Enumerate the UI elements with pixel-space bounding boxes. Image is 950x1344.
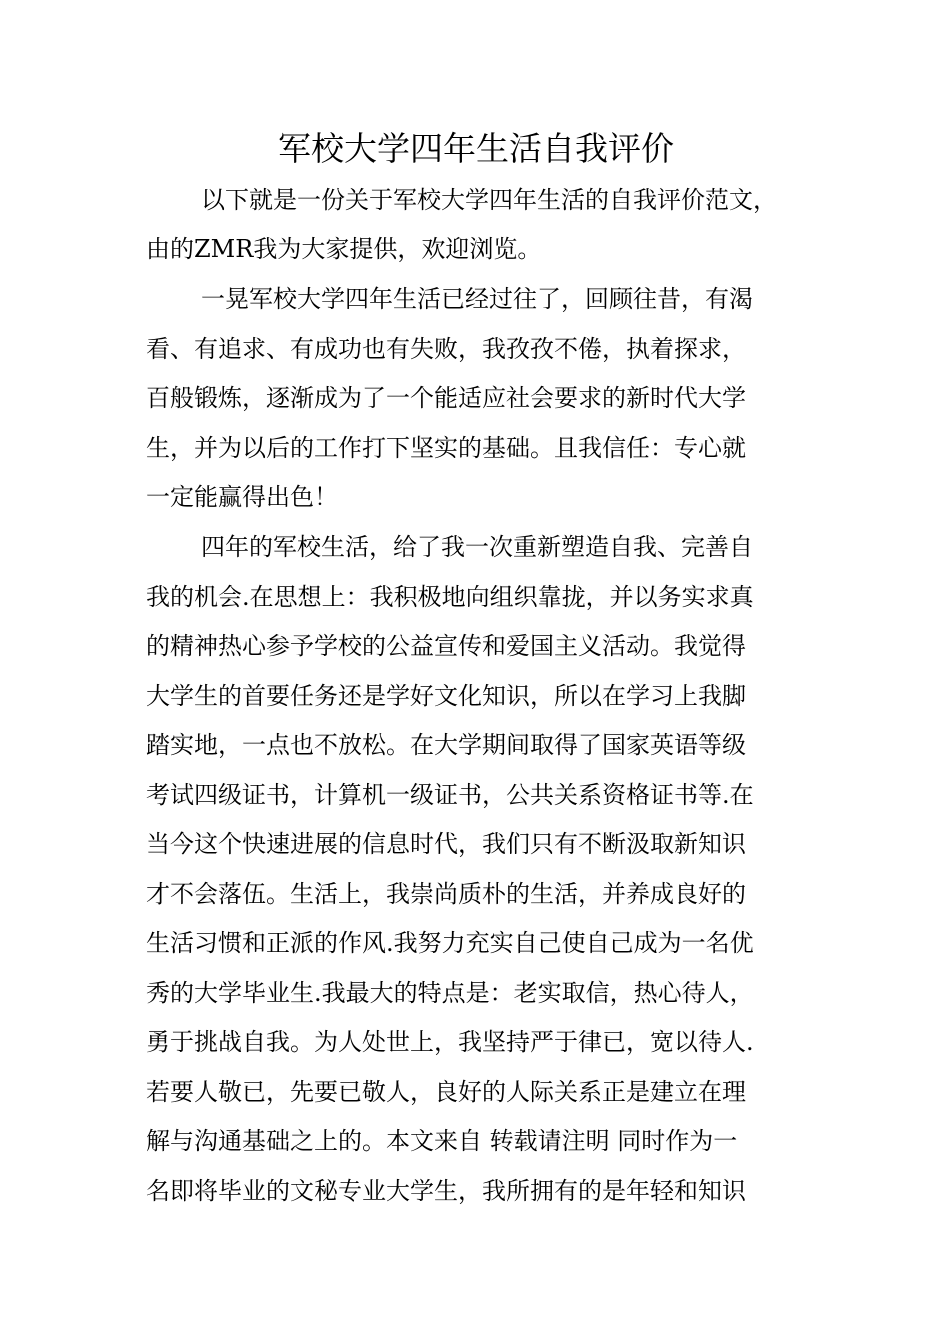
paragraph-3-line-14: 名即将毕业的文秘专业大学生，我所拥有的是年轻和知识 bbox=[146, 1177, 746, 1205]
paragraph-2-line-4: 生，并为以后的工作打下坚实的基础。且我信任：专心就 bbox=[146, 434, 746, 462]
paragraph-3-line-6: 考试四级证书，计算机一级证书，公共关系资格证书等.在 bbox=[146, 781, 754, 809]
document-title: 军校大学四年生活自我评价 bbox=[278, 129, 674, 168]
paragraph-1-line-2: 由的ZMR我为大家提供，欢迎浏览。 bbox=[146, 235, 542, 263]
paragraph-3-line-1: 四年的军校生活，给了我一次重新塑造自我、完善自 bbox=[201, 533, 753, 561]
paragraph-3-line-10: 秀的大学毕业生.我最大的特点是：老实取信，热心待人， bbox=[146, 979, 754, 1007]
paragraph-3-line-7: 当今这个快速进展的信息时代，我们只有不断汲取新知识 bbox=[146, 830, 746, 858]
paragraph-3-line-2: 我的机会.在思想上：我积极地向组织靠拢，并以务实求真 bbox=[146, 583, 754, 611]
paragraph-2-line-1: 一晃军校大学四年生活已经过往了，回顾往昔，有渴 bbox=[201, 285, 753, 313]
paragraph-3-line-5: 踏实地，一点也不放松。在大学期间取得了国家英语等级 bbox=[146, 731, 746, 759]
paragraph-3-line-8: 才不会落伍。生活上，我崇尚质朴的生活，并养成良好的 bbox=[146, 880, 746, 908]
paragraph-3-line-9: 生活习惯和正派的作风.我努力充实自己使自己成为一名优 bbox=[146, 929, 754, 957]
paragraph-2-line-5: 一定能赢得出色！ bbox=[146, 483, 338, 511]
paragraph-1-line-1: 以下就是一份关于军校大学四年生活的自我评价范文， bbox=[201, 186, 777, 214]
paragraph-3-line-12: 若要人敬已，先要已敬人，良好的人际关系正是建立在理 bbox=[146, 1078, 746, 1106]
paragraph-3-line-13: 解与沟通基础之上的。本文来自 转载请注明 同时作为一 bbox=[146, 1127, 738, 1155]
paragraph-2-line-3: 百般锻炼，逐渐成为了一个能适应社会要求的新时代大学 bbox=[146, 384, 746, 412]
paragraph-2-line-2: 看、有追求、有成功也有失败，我孜孜不倦，执着探求， bbox=[146, 335, 746, 363]
paragraph-3-line-3: 的精神热心参予学校的公益宣传和爱国主义活动。我觉得 bbox=[146, 632, 746, 660]
paragraph-3-line-4: 大学生的首要任务还是学好文化知识，所以在学习上我脚 bbox=[146, 682, 746, 710]
paragraph-3-line-11: 勇于挑战自我。为人处世上，我坚持严于律已，宽以待人. bbox=[146, 1028, 754, 1056]
